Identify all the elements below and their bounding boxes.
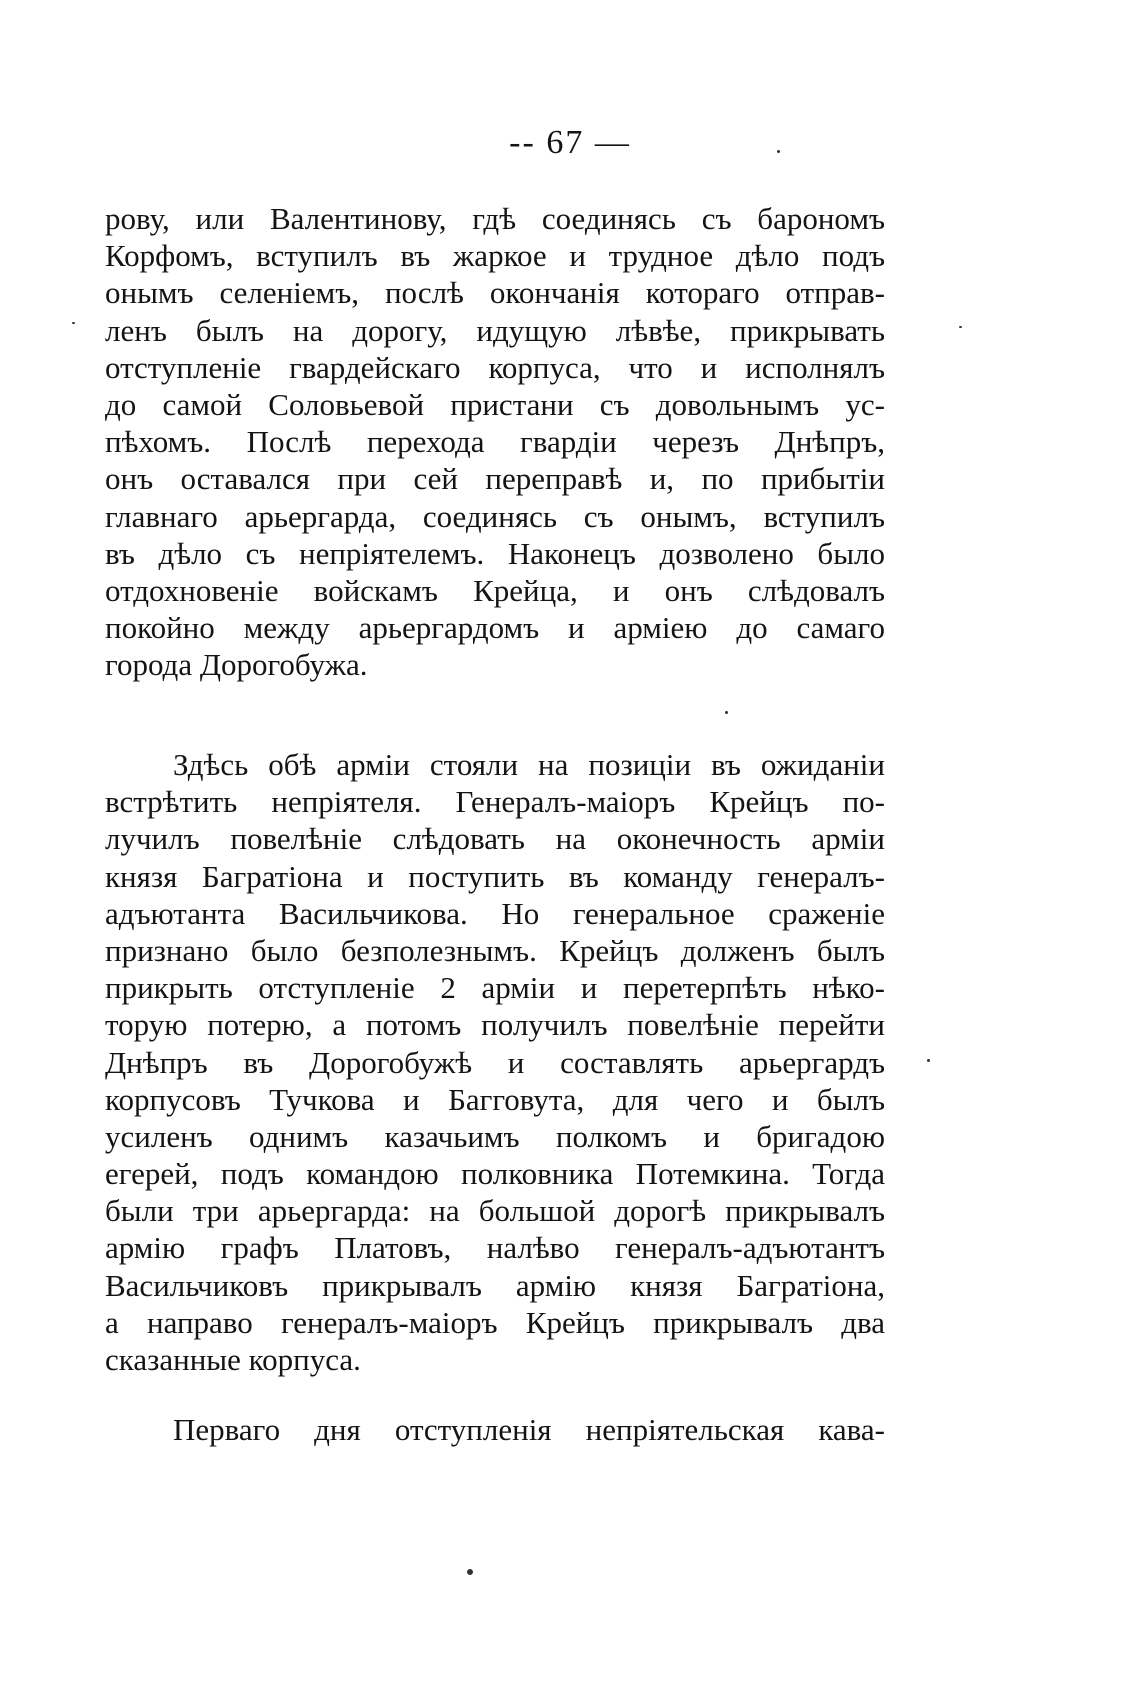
text-line: Днѣпръ въ Дорогобужѣ и составлять арьергардъ	[105, 1044, 885, 1080]
text-line: усиленъ однимъ казачьимъ полкомъ и бригадою	[105, 1118, 885, 1154]
text-line: признано было безполезнымъ. Крейцъ долженъ былъ	[105, 932, 885, 968]
paragraph-1	[105, 200, 885, 683]
text-line: до самой Соловьевой пристани съ довольнымъ ус-	[105, 386, 885, 422]
text-line: города Дорогобужа.	[105, 647, 368, 683]
text-line: Перваго дня отступленія непріятельская кава-	[173, 1412, 885, 1447]
text-line: встрѣтить непріятеля. Генералъ-маіоръ Крейцъ по-	[105, 784, 885, 820]
text-line: корпусовъ Тучкова и Багговута, для чего и былъ	[105, 1081, 885, 1117]
text-line: рову, или Валентинову, гдѣ соединясь съ барономъ	[105, 201, 885, 236]
text-line: пѣхомъ. Послѣ перехода гвардіи черезъ Днѣпръ,	[105, 424, 885, 460]
text-line: егерей, подъ командою полковника Потемкина. Тогда	[105, 1156, 885, 1192]
scan-speck	[467, 1569, 473, 1575]
text-line: адъютанта Васильчикова. Но генеральное сраженіе	[105, 895, 885, 931]
scan-speck	[959, 326, 962, 328]
scan-speck	[777, 150, 780, 153]
text-line: лучилъ повелѣніе слѣдовать на оконечность арміи	[105, 821, 885, 857]
text-line: отдохновеніе войскамъ Крейца, и онъ слѣдовалъ	[105, 572, 885, 608]
text-line: армію графъ Платовъ, налѣво генералъ-адъютантъ	[105, 1230, 885, 1266]
text-line: онымъ селеніемъ, послѣ окончанія котораго отправ-	[105, 275, 885, 311]
text-line: онъ оставался при сей переправѣ и, по прибытіи	[105, 461, 885, 497]
text-line: были три арьергарда: на большой дорогѣ прикрывалъ	[105, 1193, 885, 1229]
text-line: торую потерю, а потомъ получилъ повелѣніе перейти	[105, 1007, 885, 1043]
scan-speck	[72, 322, 75, 324]
paragraph-2	[105, 746, 885, 1378]
text-line: ленъ былъ на дорогу, идущую лѣвѣе, прикрывать	[105, 312, 885, 348]
paragraph-3	[105, 1411, 885, 1448]
text-line: а направо генералъ-маіоръ Крейцъ прикрывалъ два	[105, 1304, 885, 1340]
text-line: покойно между арьергардомъ и арміею до самаго	[105, 610, 885, 646]
scan-speck	[725, 711, 728, 714]
scan-speck	[927, 1059, 930, 1062]
text-line: сказанные корпуса.	[105, 1342, 361, 1377]
text-line: Васильчиковъ прикрывалъ армію князя Багратіона,	[105, 1267, 885, 1303]
page-number: -- 67 —	[509, 124, 631, 161]
text-line: Здѣсь обѣ арміи стояли на позиціи въ ожиданіи	[173, 747, 885, 782]
text-line: отступленіе гвардейскаго корпуса, что и исполнялъ	[105, 349, 885, 385]
text-line: Корфомъ, вступилъ въ жаркое и трудное дѣло подъ	[105, 238, 885, 274]
text-line: главнаго арьергарда, соединясь съ онымъ, вступилъ	[105, 498, 885, 534]
text-line: прикрыть отступленіе 2 арміи и перетерпѣть нѣко-	[105, 970, 885, 1006]
text-line: въ дѣло съ непріятелемъ. Наконецъ дозволено было	[105, 535, 885, 571]
text-line: князя Багратіона и поступить въ команду генералъ-	[105, 858, 885, 894]
